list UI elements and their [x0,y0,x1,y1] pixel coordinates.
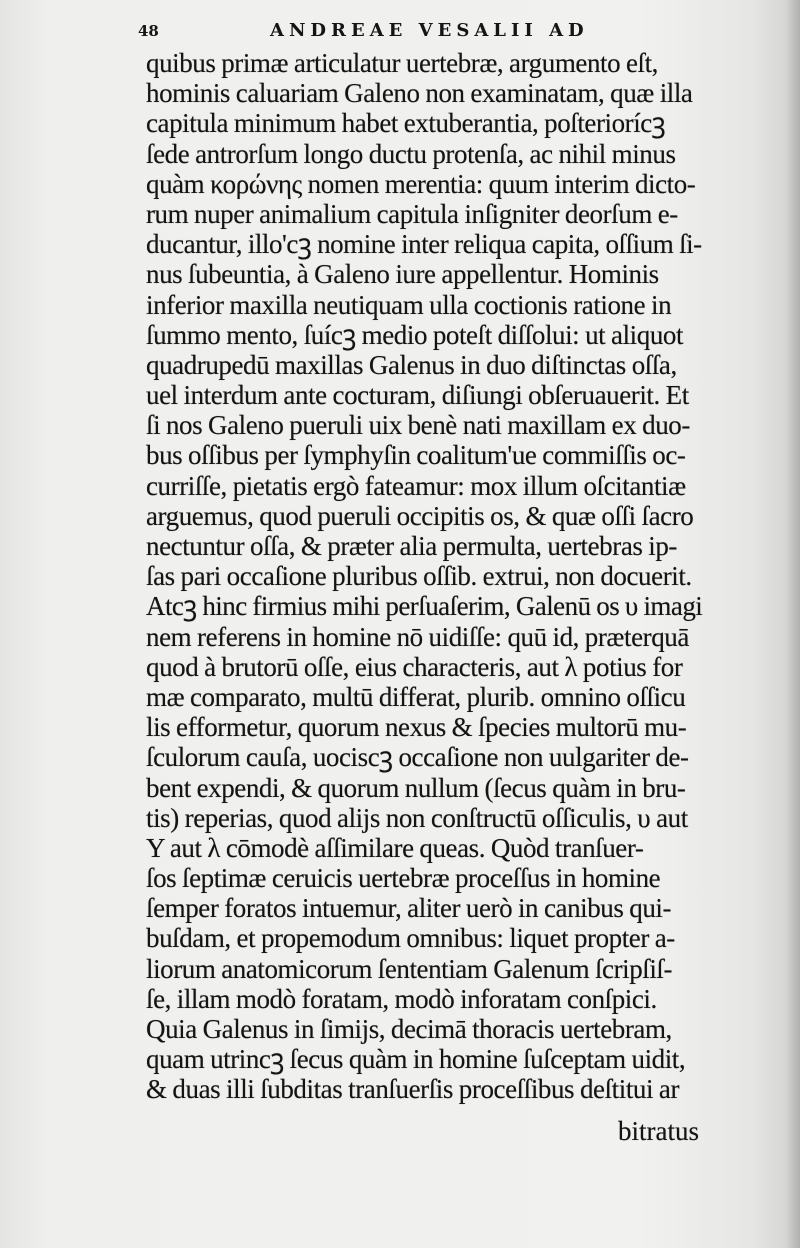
text-line: uel interdum ante cocturam, diſiungi obſeruauerit. Et [146,380,689,411]
text-line: bent expendi, & quorum nullum (ſecus quàm in bru- [146,772,686,803]
text-line: ſos ſeptimæ ceruicis uertebræ proceſſus in homine [146,863,661,894]
text-line: curriſſe, pietatis ergò fateamur: mox illum oſcitantiæ [146,470,686,501]
body-text [146,48,706,1105]
text-line: quàm κορώνης nomen merentia: quum interim dicto- [146,168,696,199]
text-line: capitula minimum habet extuberantia, poſteriorícꝫ [146,108,666,139]
text-line: buſdam, et propemodum omnibus: liquet propter a- [146,923,675,954]
text-line: ſede antrorſum longo ductu protenſa, ac nihil minus [146,138,676,169]
text-line: ſi nos Galeno pueruli uix benè nati maxillam ex duo- [146,410,690,441]
text-line: ſas pari occaſione pluribus oſſib. extrui, non docuerit. [146,561,692,592]
text-line: inferior maxilla neutiquam ulla coctionis ratione in [146,289,672,320]
running-head: ANDREAE VESALII AD [270,20,589,41]
text-line: ſummo mento, ſuícꝫ medio poteſt diſſolui: ut aliquot [146,319,684,350]
folio-number: 48 [138,22,159,40]
text-line: ſemper foratos intuemur, aliter uerò in canibus qui- [146,893,672,924]
text-line: quibus primæ articulatur uertebræ, argumento eſt, [146,48,658,78]
text-line: nectuntur oſſa, & præter alia permulta, uertebras ip- [146,531,677,561]
text-line: liorum anatomicorum ſententiam Galenum ſcripſiſ- [146,953,673,984]
text-line: & duas illi ſubditas tranſuerſis proceſſibus deſtitui ar [146,1074,680,1105]
text-line: bus oſſibus per ſymphyſin coalitum'ue commiſſis oc- [146,440,686,471]
text-line: quod à brutorū oſſe, eius characteris, aut λ potius for [146,651,683,682]
text-line: rum nuper animalium capitula inſigniter deorſum e- [146,198,678,229]
text-line: hominis caluariam Galeno non examinatam, quæ illa [146,78,693,109]
text-line: Quia Galenus in ſimijs, decimā thoracis uertebram, [146,1014,672,1044]
text-line: Y aut λ cōmodè aſſimilare queas. Quòd tranſuer- [146,832,644,863]
text-line: ſculorum cauſa, uociscꝫ occaſione non uulgariter de- [146,742,689,773]
text-line: tis) reperias, quod alijs non conſtructū oſſiculis, υ aut [146,802,688,833]
text-line: mæ comparato, multū differat, plurib. omnino oſſicu [146,681,686,712]
text-line: ducantur, illo'cꝫ nomine inter reliqua capita, oſſium ſi- [146,229,702,260]
text-line: lis efformetur, quorum nexus & ſpecies multorū mu- [146,712,687,743]
text-line: ſe, illam modò foratam, modò inforatam conſpici. [146,983,657,1014]
text-line: nem referens in homine nō uidiſſe: quū id, præterquā [146,621,689,652]
page-gutter-shadow [786,0,800,1248]
text-line: quadrupedū maxillas Galenus in duo diſtinctas oſſa, [146,349,677,380]
catchword: bitratus [618,1116,699,1146]
text-line: Atcꝫ hinc firmius mihi perſuaſerim, Galenū os υ imagi [146,591,703,622]
text-line: arguemus, quod pueruli occipitis os, & quæ oſſi ſacro [146,500,694,531]
text-line: quam utrincꝫ ſecus quàm in homine ſuſceptam uidit, [146,1044,686,1075]
text-line: nus ſubeuntia, à Galeno iure appellentur. Hominis [146,259,659,290]
page-header [138,20,658,48]
